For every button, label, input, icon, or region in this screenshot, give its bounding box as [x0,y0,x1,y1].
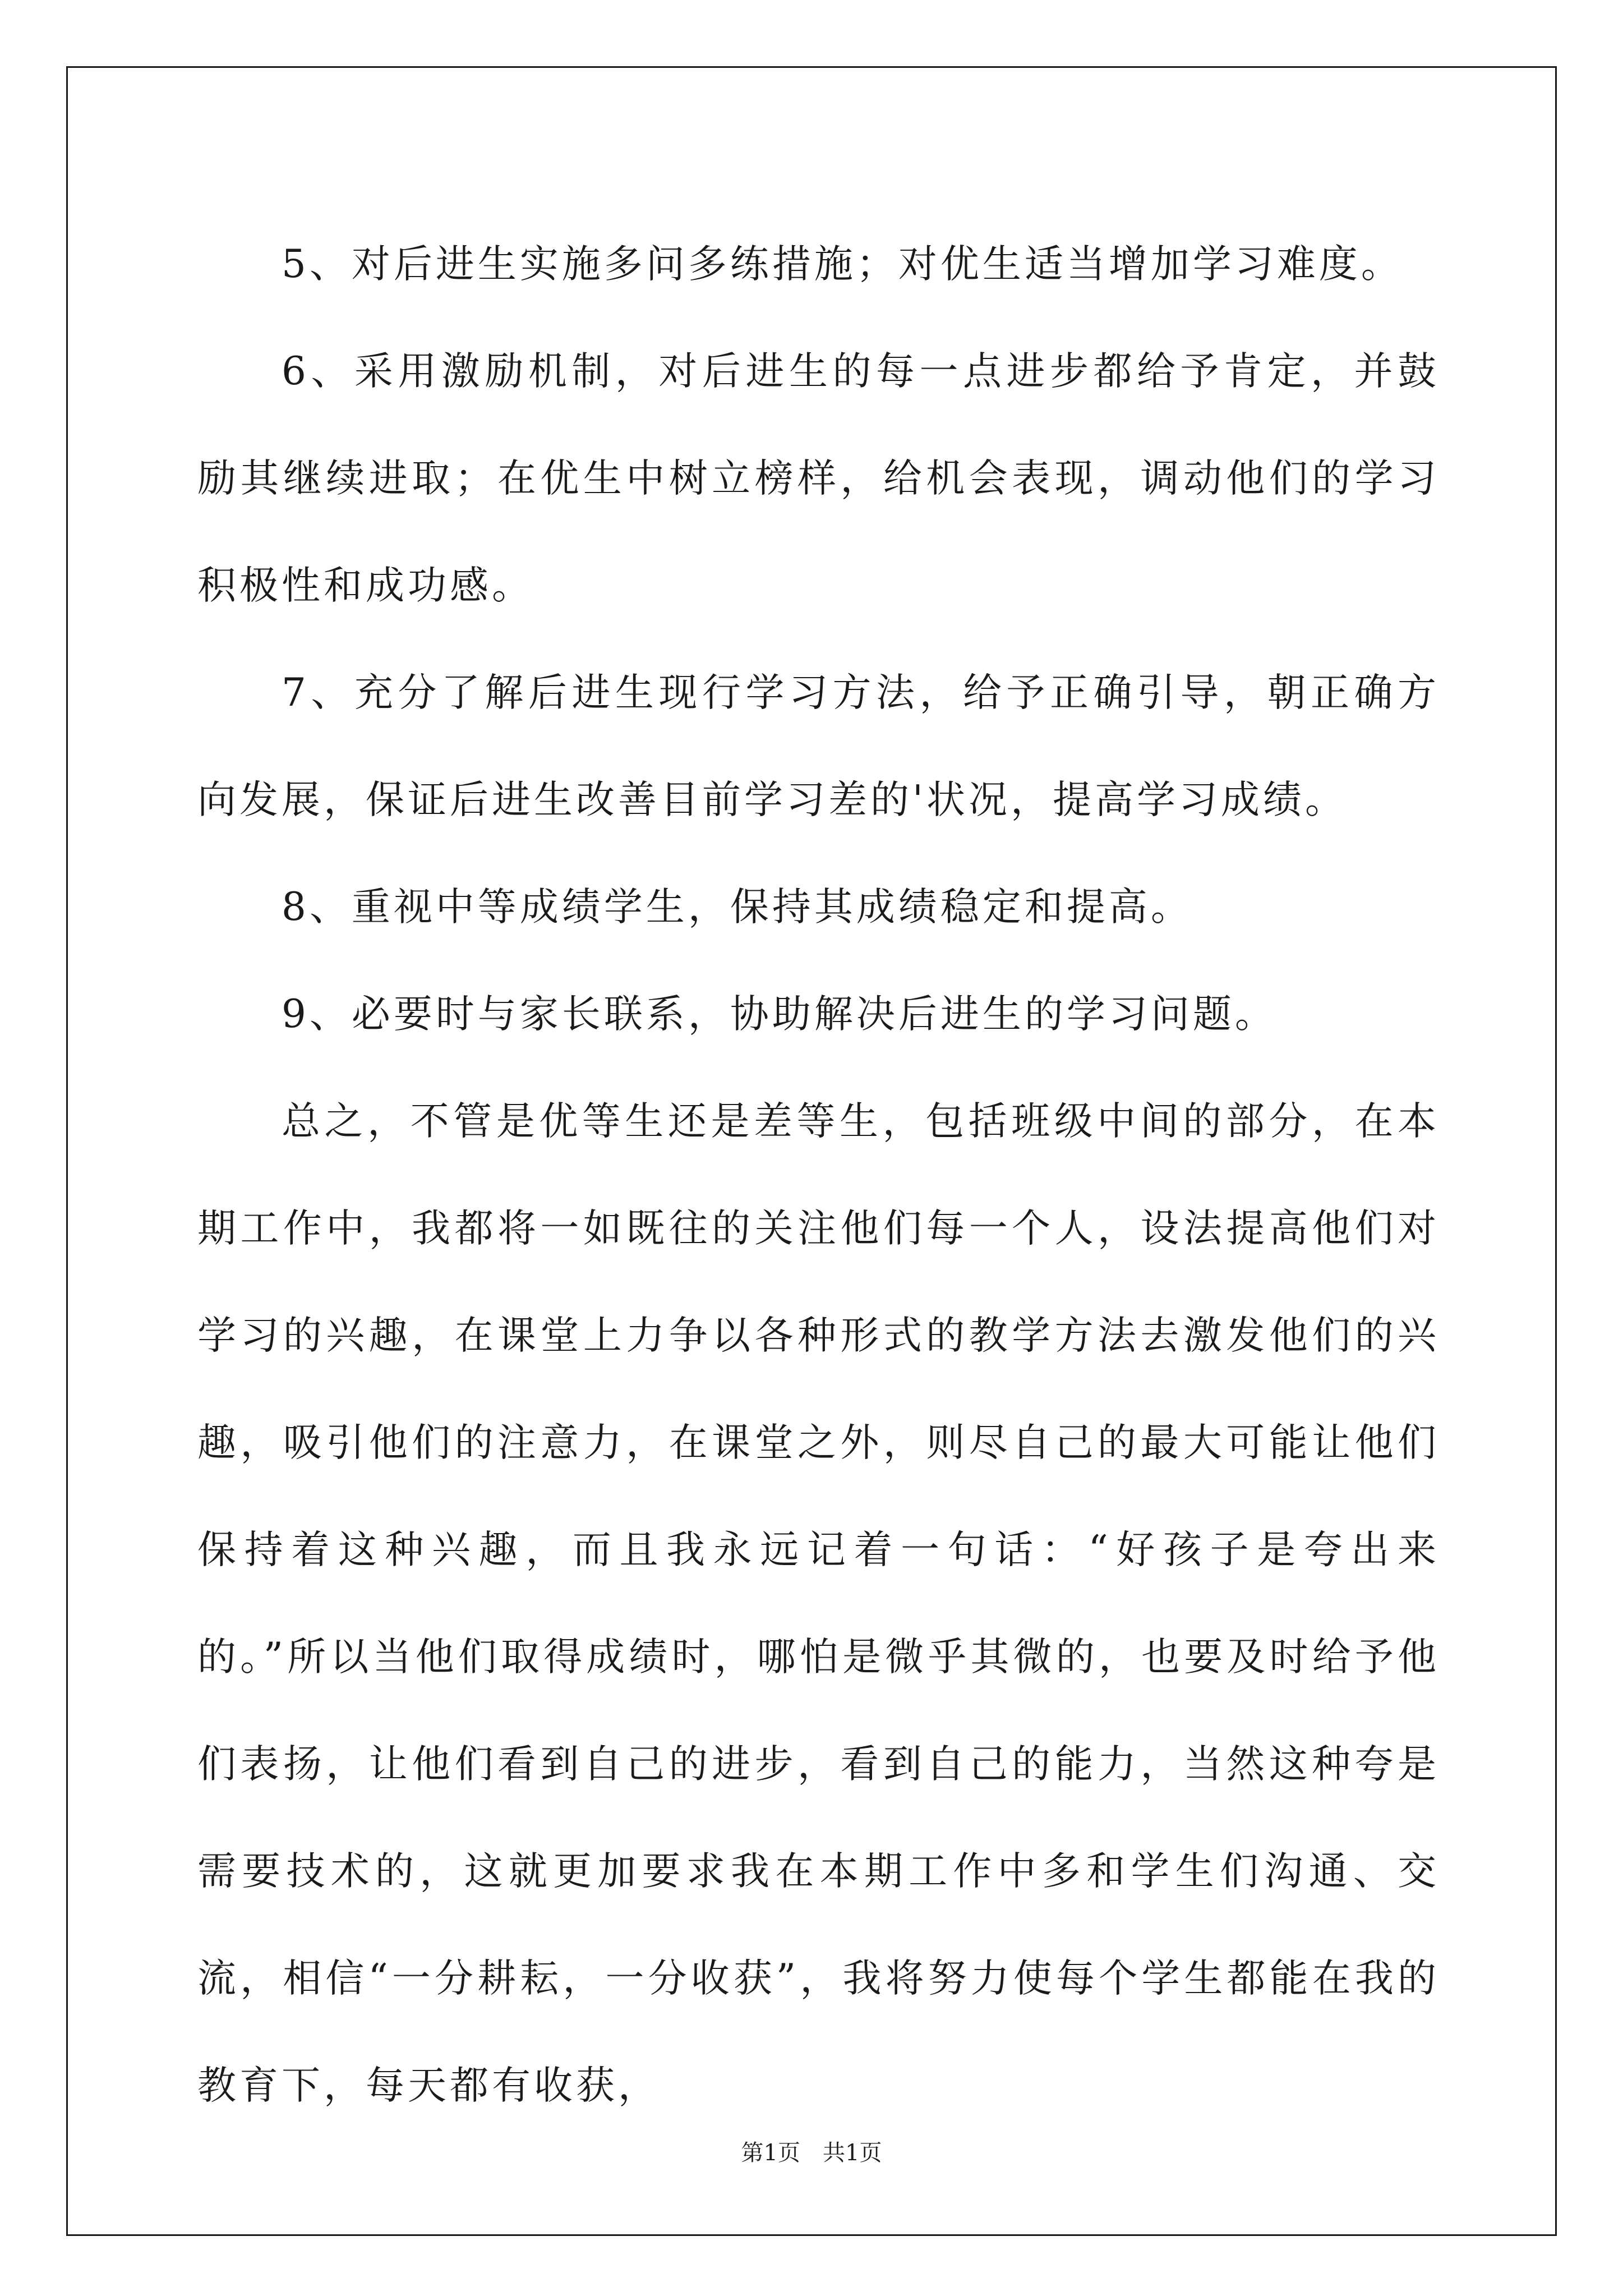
paragraph-item-7: 7、充分了解后进生现行学习方法，给予正确引导，朝正确方向发展，保证后进生改善目前学习差的'状况，提高学习成绩。 [197,670,1440,822]
page-number-footer: 第1页 共1页 [741,2140,882,2166]
paragraph-item-8: 8、重视中等成绩学生，保持其成绩稳定和提高。 [282,885,1193,930]
document-body [197,211,1440,2139]
paragraph-summary: 总之，不管是优等生还是差等生，包括班级中间的部分，在本期工作中，我都将一如既往的关注他们每一个人，设法提高他们对学习的兴趣，在课堂上力争以各种形式的教学方法去激发他们的兴趣，吸引他们的注意力，在课堂之外，则尽自己的最大可能让他们保持着这种兴趣，而且我永远记着一句话：“好孩子是夸出来的。”所以当他们取得成绩时，哪怕是微乎其微的，也要及时给予他们表扬，让他们看到自己的进步，看到自己的能力，当然这种夸是需要技术的，这就更加要求我在本期工作中多和学生们沟通、交流，相信“一分耕耘，一分收获”，我将努力使每个学生都能在我的教育下，每天都有收获， [197,1099,1440,2108]
paragraph-item-5: 5、对后进生实施多问多练措施；对优生适当增加学习难度。 [282,242,1403,287]
paragraph-item-6: 6、采用激励机制，对后进生的每一点进步都给予肯定，并鼓励其继续进取；在优生中树立榜样，给机会表现，调动他们的学习积极性和成功感。 [197,349,1440,608]
paragraph-item-9: 9、必要时与家长联系，协助解决后进生的学习问题。 [282,992,1277,1037]
